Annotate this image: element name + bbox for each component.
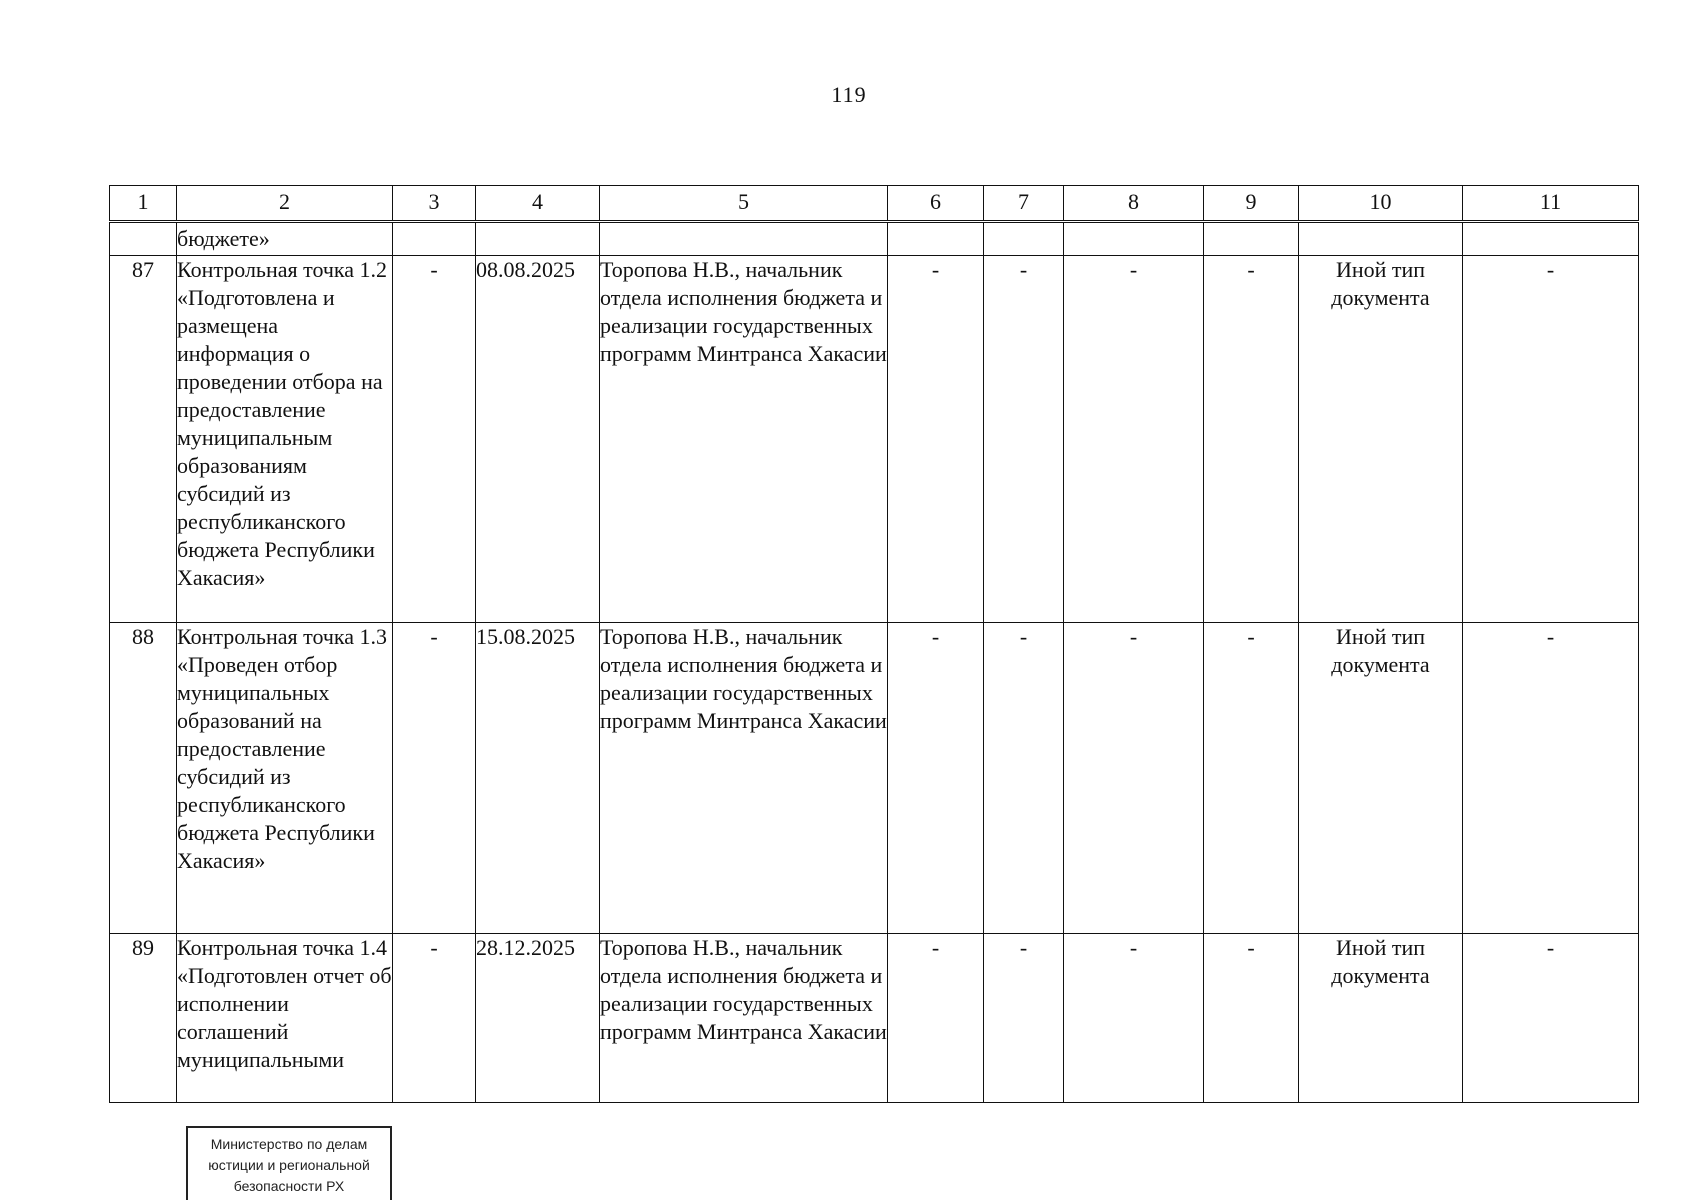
- cell-empty: [1299, 222, 1463, 256]
- cell-date: 28.12.2025: [476, 934, 600, 1103]
- cell-row-number: 89: [110, 934, 177, 1103]
- cell-responsible: Торопова Н.В., начальник отдела исполнения бюджета и реализации государственных программ Минтранса Хакасии: [600, 256, 888, 623]
- cell-col7: -: [984, 256, 1064, 623]
- column-header-3: 3: [393, 186, 476, 222]
- cell-responsible: Торопова Н.В., начальник отдела исполнения бюджета и реализации государственных программ Минтранса Хакасии: [600, 623, 888, 934]
- column-header-8: 8: [1064, 186, 1204, 222]
- column-header-11: 11: [1463, 186, 1639, 222]
- cell-name: Контрольная точка 1.3 «Проведен отбор муниципальных образований на предоставление субсидий из республиканского бюджета Республики Хакасия»: [177, 623, 393, 934]
- table-row: [110, 623, 1639, 934]
- cell-col8: -: [1064, 623, 1204, 934]
- control-points-table: [109, 185, 1639, 1103]
- cell-document-type: Иной тип документа: [1299, 623, 1463, 934]
- cell-name: бюджете»: [177, 222, 393, 256]
- cell-col3: -: [393, 623, 476, 934]
- cell-col7: -: [984, 623, 1064, 934]
- cell-name: Контрольная точка 1.4 «Подготовлен отчет об исполнении соглашений муниципальными: [177, 934, 393, 1103]
- column-header-5: 5: [600, 186, 888, 222]
- table-row: [110, 934, 1639, 1103]
- cell-col11: -: [1463, 623, 1639, 934]
- cell-empty: [110, 222, 177, 256]
- table-row: [110, 256, 1639, 623]
- cell-date: 15.08.2025: [476, 623, 600, 934]
- column-header-9: 9: [1204, 186, 1299, 222]
- cell-col6: -: [888, 934, 984, 1103]
- column-header-2: 2: [177, 186, 393, 222]
- column-header-4: 4: [476, 186, 600, 222]
- cell-date: 08.08.2025: [476, 256, 600, 623]
- cell-empty: [888, 222, 984, 256]
- cell-col6: -: [888, 623, 984, 934]
- cell-col3: -: [393, 256, 476, 623]
- table-row-continuation: [110, 222, 1639, 256]
- cell-empty: [1064, 222, 1204, 256]
- cell-name: Контрольная точка 1.2 «Подготовлена и размещена информация о проведении отбора на предоставление муниципальным образованиям субсидий из республиканского бюджета Республики Хакасия»: [177, 256, 393, 623]
- stamp-line: безопасности РХ: [233, 1178, 345, 1194]
- cell-col9: -: [1204, 934, 1299, 1103]
- cell-empty: [1463, 222, 1639, 256]
- column-number-row: [110, 186, 1639, 222]
- cell-empty: [393, 222, 476, 256]
- cell-row-number: 87: [110, 256, 177, 623]
- cell-col3: -: [393, 934, 476, 1103]
- cell-empty: [1204, 222, 1299, 256]
- cell-col8: -: [1064, 934, 1204, 1103]
- cell-row-number: 88: [110, 623, 177, 934]
- column-header-7: 7: [984, 186, 1064, 222]
- cell-col11: -: [1463, 256, 1639, 623]
- cell-col9: -: [1204, 256, 1299, 623]
- cell-document-type: Иной тип документа: [1299, 256, 1463, 623]
- column-header-1: 1: [110, 186, 177, 222]
- stamp-line: Министерство по делам: [210, 1136, 368, 1152]
- cell-col6: -: [888, 256, 984, 623]
- stamp-line: юстиции и региональной: [208, 1157, 370, 1173]
- page-number: 119: [831, 82, 867, 107]
- cell-col7: -: [984, 934, 1064, 1103]
- cell-responsible: Торопова Н.В., начальник отдела исполнения бюджета и реализации государственных программ Минтранса Хакасии: [600, 934, 888, 1103]
- column-header-6: 6: [888, 186, 984, 222]
- cell-empty: [600, 222, 888, 256]
- cell-col9: -: [1204, 623, 1299, 934]
- cell-document-type: Иной тип документа: [1299, 934, 1463, 1103]
- cell-empty: [984, 222, 1064, 256]
- cell-empty: [476, 222, 600, 256]
- cell-col8: -: [1064, 256, 1204, 623]
- ministry-stamp: [186, 1126, 392, 1200]
- column-header-10: 10: [1299, 186, 1463, 222]
- cell-col11: -: [1463, 934, 1639, 1103]
